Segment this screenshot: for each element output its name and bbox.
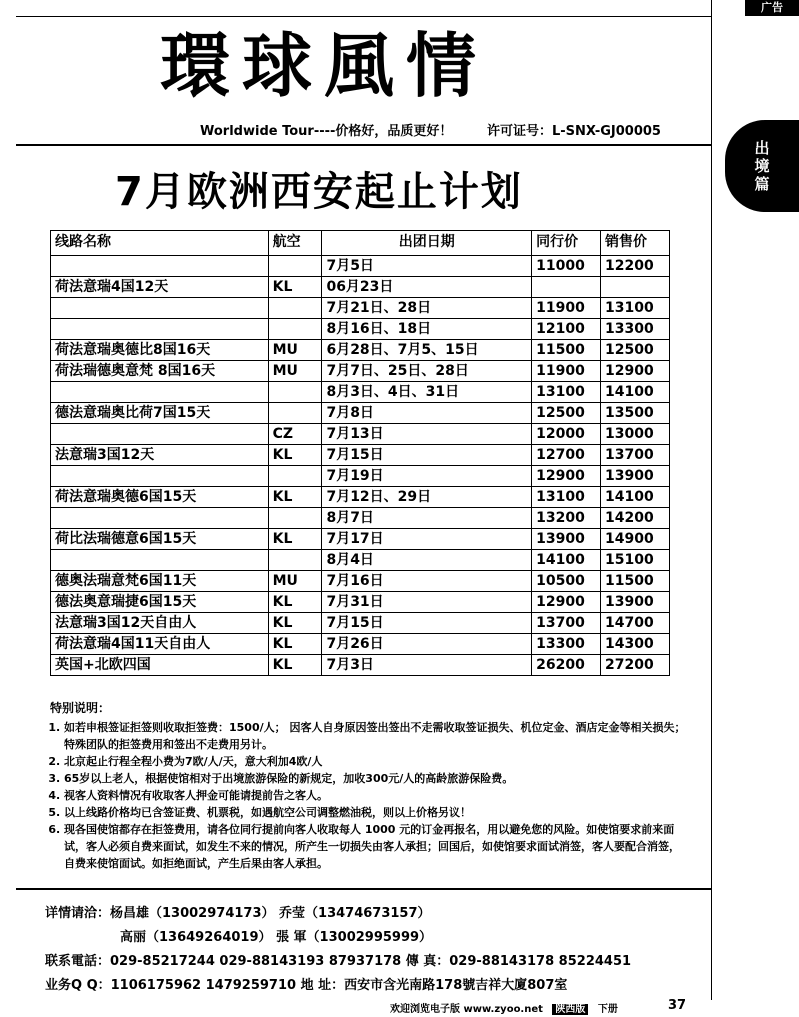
- table-row: [51, 613, 670, 634]
- table-row: [51, 529, 670, 550]
- notes-title: 特别说明：: [50, 701, 111, 715]
- table-cell-route: [51, 298, 269, 319]
- table-cell-airline: [268, 550, 322, 571]
- table-cell-route: 荷法意瑞4国12天: [51, 277, 269, 298]
- table-cell-airline: KL: [268, 529, 322, 550]
- table-cell-retail-price: 13500: [601, 403, 670, 424]
- ad-tag: 广告: [745, 0, 799, 16]
- table-cell-date: 7月3日: [322, 655, 532, 676]
- frame-right-border: [711, 0, 712, 1000]
- table-cell-airline: [268, 508, 322, 529]
- table-cell-retail-price: 13700: [601, 445, 670, 466]
- header-airline: 航空: [268, 231, 322, 256]
- table-cell-route: [51, 466, 269, 487]
- table-cell-airline: KL: [268, 487, 322, 508]
- table-cell-peer-price: 12700: [532, 445, 601, 466]
- table-cell-airline: CZ: [268, 424, 322, 445]
- table-cell-date: 7月31日: [322, 592, 532, 613]
- table-cell-peer-price: [532, 277, 601, 298]
- contact-qq-address: 业务Q Q：1106175962 1479259710 地 址：西安市含光南路178號吉祥大廈807室: [45, 978, 568, 993]
- page-title: 7月欧洲西安起止计划: [115, 169, 523, 215]
- table-cell-retail-price: 12200: [601, 256, 670, 277]
- slogan-line: [200, 120, 661, 139]
- table-cell-retail-price: 13300: [601, 319, 670, 340]
- table-cell-retail-price: 14900: [601, 529, 670, 550]
- table-cell-date: 6月28日、7月5、15日: [322, 340, 532, 361]
- table-cell-peer-price: 12100: [532, 319, 601, 340]
- table-cell-route: 荷法瑞德奥意梵 8国16天: [51, 361, 269, 382]
- table-cell-peer-price: 13300: [532, 634, 601, 655]
- table-cell-airline: KL: [268, 277, 322, 298]
- table-cell-retail-price: 15100: [601, 550, 670, 571]
- table-cell-route: 荷比法瑞德意6国15天: [51, 529, 269, 550]
- table-cell-date: 7月17日: [322, 529, 532, 550]
- table-cell-retail-price: 11500: [601, 571, 670, 592]
- table-cell-retail-price: 27200: [601, 655, 670, 676]
- table-cell-peer-price: 11900: [532, 298, 601, 319]
- divider-bottom: [16, 888, 711, 890]
- note-item: 6. 现各国使馆都存在拒签费用，请各位同行提前向客人收取每人 1000 元的订金再报名，用以避免您的风险。如使馆要求前来面试，客人必须自费来面试，如发生不来的情况，所产生一切损失由客人承担；回国后，如使馆要求面试消签，客人要配合消签，自费来使馆面试。如拒绝面试，产生后果由客人承担。: [64, 821, 690, 872]
- license-number: 许可证号：L-SNX-GJ00005: [486, 124, 661, 139]
- table-row: [51, 550, 670, 571]
- table-cell-peer-price: 13100: [532, 487, 601, 508]
- table-cell-airline: [268, 403, 322, 424]
- note-item: 4. 视客人资料情况有收取客人押金可能请提前告之客人。: [64, 787, 690, 804]
- table-cell-date: 7月26日: [322, 634, 532, 655]
- table-cell-peer-price: 12900: [532, 466, 601, 487]
- table-cell-airline: [268, 319, 322, 340]
- table-row: [51, 424, 670, 445]
- table-row: [51, 655, 670, 676]
- table-cell-retail-price: 13900: [601, 592, 670, 613]
- table-cell-peer-price: 14100: [532, 550, 601, 571]
- table-cell-airline: KL: [268, 613, 322, 634]
- footer-bar: [390, 1000, 618, 1015]
- table-cell-route: 荷法意瑞奥德比8国16天: [51, 340, 269, 361]
- table-cell-route: 德法奥意瑞捷6国15天: [51, 592, 269, 613]
- table-cell-airline: KL: [268, 445, 322, 466]
- table-row: [51, 445, 670, 466]
- table-cell-date: 7月19日: [322, 466, 532, 487]
- table-cell-route: [51, 508, 269, 529]
- brand-logo: 環球風情: [160, 24, 488, 107]
- table-cell-date: 7月5日: [322, 256, 532, 277]
- table-cell-retail-price: 14100: [601, 382, 670, 403]
- table-cell-date: 7月8日: [322, 403, 532, 424]
- table-cell-date: 7月12日、29日: [322, 487, 532, 508]
- table-row: [51, 298, 670, 319]
- header-retail-price: 销售价: [601, 231, 670, 256]
- table-cell-route: 英国+北欧四国: [51, 655, 269, 676]
- table-cell-peer-price: 11500: [532, 340, 601, 361]
- note-item: 1. 如若申根签证拒签则收取拒签费：1500/人； 因客人自身原因签出签出不走需收取签证损失、机位定金、酒店定金等相关损失；特殊团队的拒签费用和签出不走费用另计。: [64, 719, 690, 753]
- table-cell-peer-price: 11000: [532, 256, 601, 277]
- table-cell-route: [51, 550, 269, 571]
- slogan: Worldwide Tour----价格好，品质更好！: [200, 124, 453, 139]
- table-cell-retail-price: 12500: [601, 340, 670, 361]
- table-cell-retail-price: 14700: [601, 613, 670, 634]
- table-row: [51, 592, 670, 613]
- table-row: [51, 466, 670, 487]
- table-cell-peer-price: 11900: [532, 361, 601, 382]
- table-cell-airline: KL: [268, 655, 322, 676]
- table-cell-date: 06月23日: [322, 277, 532, 298]
- header-peer-price: 同行价: [532, 231, 601, 256]
- note-item: 5. 以上线路价格均已含签证费、机票税，如遇航空公司调整燃油税，则以上价格另议！: [64, 804, 690, 821]
- table-cell-route: 法意瑞3国12天: [51, 445, 269, 466]
- table-cell-retail-price: 13900: [601, 466, 670, 487]
- header-dates: 出团日期: [322, 231, 532, 256]
- table-cell-date: 7月16日: [322, 571, 532, 592]
- header-route: 线路名称: [51, 231, 269, 256]
- table-cell-peer-price: 13700: [532, 613, 601, 634]
- table-cell-airline: KL: [268, 634, 322, 655]
- table-cell-date: 8月4日: [322, 550, 532, 571]
- table-row: [51, 319, 670, 340]
- table-cell-airline: MU: [268, 340, 322, 361]
- volume-label: 下册: [597, 1004, 618, 1015]
- table-row: [51, 634, 670, 655]
- note-item: 2. 北京起止行程全程小费为7欧/人/天，意大利加4欧/人: [64, 753, 690, 770]
- table-row: [51, 571, 670, 592]
- contact-phone: 联系電話：029-85217244 029-88143193 87937178 傳 真：029-88143178 85224451: [45, 954, 632, 969]
- table-cell-airline: MU: [268, 571, 322, 592]
- table-cell-airline: MU: [268, 361, 322, 382]
- table-cell-date: 7月15日: [322, 445, 532, 466]
- table-cell-peer-price: 12900: [532, 592, 601, 613]
- table-cell-date: 8月3日、4日、31日: [322, 382, 532, 403]
- notes-list: [50, 719, 690, 872]
- table-row: [51, 487, 670, 508]
- table-cell-retail-price: 14100: [601, 487, 670, 508]
- table-row: [51, 340, 670, 361]
- table-cell-route: 荷法意瑞奥德6国15天: [51, 487, 269, 508]
- table-cell-route: [51, 424, 269, 445]
- table-cell-route: [51, 256, 269, 277]
- footer-site: 欢迎浏览电子版 www.zyoo.net: [390, 1004, 543, 1015]
- table-cell-date: 7月21日、28日: [322, 298, 532, 319]
- table-row: [51, 508, 670, 529]
- table-cell-peer-price: 12000: [532, 424, 601, 445]
- table-cell-retail-price: 12900: [601, 361, 670, 382]
- frame-top-border: [16, 16, 711, 17]
- table-cell-airline: KL: [268, 592, 322, 613]
- table-cell-route: 德奥法瑞意梵6国11天: [51, 571, 269, 592]
- note-item: 3. 65岁以上老人，根据使馆相对于出境旅游保险的新规定，加收300元/人的高龄旅游保险费。: [64, 770, 690, 787]
- table-cell-peer-price: 10500: [532, 571, 601, 592]
- table-cell-peer-price: 13200: [532, 508, 601, 529]
- table-cell-date: 7月15日: [322, 613, 532, 634]
- divider-top: [16, 144, 711, 146]
- page-number: 37: [668, 998, 687, 1013]
- special-notes: [50, 700, 690, 872]
- table-row: [51, 256, 670, 277]
- table-cell-date: 7月13日: [322, 424, 532, 445]
- table-cell-airline: [268, 298, 322, 319]
- table-cell-airline: [268, 256, 322, 277]
- table-row: [51, 403, 670, 424]
- table-cell-retail-price: 14200: [601, 508, 670, 529]
- table-row: [51, 361, 670, 382]
- table-cell-route: 荷法意瑞4国11天自由人: [51, 634, 269, 655]
- table-cell-peer-price: 26200: [532, 655, 601, 676]
- table-cell-retail-price: 13100: [601, 298, 670, 319]
- table-cell-route: [51, 319, 269, 340]
- side-tab-outbound: [725, 120, 799, 212]
- edition-badge: 陕西版: [552, 1004, 588, 1015]
- table-cell-date: 7月7日、25日、28日: [322, 361, 532, 382]
- table-cell-peer-price: 13900: [532, 529, 601, 550]
- side-tab-label: 出境篇: [754, 139, 770, 193]
- table-cell-route: 法意瑞3国12天自由人: [51, 613, 269, 634]
- table-header-row: [51, 231, 670, 256]
- table-row: [51, 382, 670, 403]
- contact-persons-1: 详情请洽：杨昌雄（13002974173） 乔莹（13474673157）: [45, 906, 431, 921]
- table-cell-route: [51, 382, 269, 403]
- table-cell-retail-price: 13000: [601, 424, 670, 445]
- table-cell-airline: [268, 382, 322, 403]
- table-cell-peer-price: 13100: [532, 382, 601, 403]
- table-cell-date: 8月7日: [322, 508, 532, 529]
- table-cell-route: 德法意瑞奥比荷7国15天: [51, 403, 269, 424]
- table-cell-airline: [268, 466, 322, 487]
- table-cell-peer-price: 12500: [532, 403, 601, 424]
- table-row: [51, 277, 670, 298]
- table-cell-retail-price: [601, 277, 670, 298]
- route-price-table: [50, 230, 670, 676]
- table-cell-date: 8月16日、18日: [322, 319, 532, 340]
- table-cell-retail-price: 14300: [601, 634, 670, 655]
- contact-persons-2: 高丽（13649264019） 張 軍（13002995999）: [120, 930, 433, 945]
